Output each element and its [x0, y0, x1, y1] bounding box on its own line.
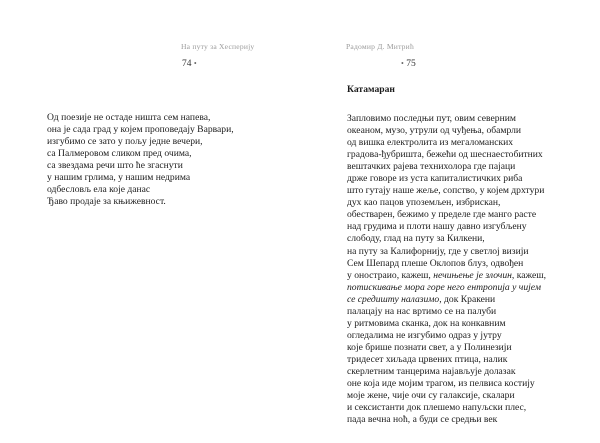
- poem-line-segment: и сексистанти док плешемо напуљски плес,: [347, 402, 527, 414]
- poem-line-segment: на путу за Калифорнију, где у светлој визији: [347, 245, 529, 257]
- poem-line-italic-segment: потискивање мора горе него ентропија у чијем: [347, 281, 541, 293]
- poem-line: Ђаво продаје за књижевност.: [47, 196, 166, 208]
- poem-line-segment: што гутају наше жеље, сопство, у којем дрхтури: [347, 185, 545, 197]
- poem-line: у нашим грлима, у нашим недрима: [47, 172, 191, 184]
- page-number-value: 75: [406, 59, 416, 69]
- poem-line-segment: слободу, глад на путу за Килкени,: [347, 233, 485, 245]
- poem-line-segment: Сем Шепард плеше Оклопов блуз, одвођен: [347, 257, 524, 269]
- poem-line: [347, 354, 546, 366]
- poem-line-segment: тридесет хиљада црвених птица, налик: [347, 353, 508, 365]
- poem-line: [347, 258, 546, 270]
- poem-line-segment: држе говоре из уста капиталистичких риба: [347, 173, 523, 185]
- poem-line: [347, 137, 546, 149]
- poem-stanza-left: [47, 112, 234, 208]
- right-page: [300, 0, 600, 443]
- poem-line-segment: у оностраио, кажеш,: [347, 269, 434, 281]
- poem-line: Од поезије не остаде ништа сем напева,: [47, 112, 211, 123]
- poem-line: [347, 113, 546, 125]
- poem-line-italic-segment: нечињење је злочин: [433, 269, 512, 281]
- page-number-value: 74: [182, 59, 192, 69]
- folio-bullet: •: [401, 59, 404, 68]
- poem-line-segment: од вишка електролита из мегаломанских: [347, 137, 514, 149]
- poem-line-segment: океаном, музо, утрули од чуђења, обамрли: [347, 125, 522, 137]
- poem-line: са Палмеровом сликом пред очима,: [47, 148, 192, 160]
- poem-title: Катамаран: [347, 84, 395, 95]
- poem-line: са звездама речи што ће згаснути: [47, 160, 183, 172]
- poem-line-segment: вештачких рајева технихолора где пајаци: [347, 161, 516, 173]
- poem-line: изгубимо се зато у пољу једне вечери,: [47, 136, 203, 148]
- running-head-left: На путу за Хесперију: [181, 42, 255, 51]
- folio-bullet: •: [193, 59, 197, 68]
- poem-line-segment: пада вечна ноћ, а буди се средњи век: [347, 414, 498, 426]
- poem-line: [347, 378, 546, 390]
- poem-line: [347, 197, 546, 209]
- poem-line: [347, 149, 546, 161]
- page-number-right: [401, 59, 416, 69]
- poem-line: [347, 270, 546, 282]
- poem-line: [347, 246, 546, 258]
- poem-line: [347, 209, 546, 221]
- poem-line: [347, 306, 546, 318]
- poem-line: [347, 342, 546, 354]
- poem-line-segment: скерлетним танцерима најављује долазак: [347, 365, 516, 377]
- running-head-right: Радомир Д. Митрић: [346, 42, 414, 51]
- poem-line-segment: градова-ђубришта, бежећи од шеснаестобитних: [347, 149, 543, 161]
- poem-line: [347, 390, 546, 402]
- poem-line: она је сада град у којем проповедају Варвари,: [47, 124, 234, 136]
- poem-line: [347, 402, 546, 414]
- poem-line: [347, 233, 546, 245]
- poem-line: [347, 161, 546, 173]
- poem-line: [347, 125, 546, 137]
- poem-line-segment: у ритмовима сканка, док на конкавним: [347, 317, 506, 329]
- poem-line-italic-segment: се средишту налазимо: [347, 293, 440, 305]
- poem-stanza-right: [347, 113, 546, 426]
- poem-line-segment: палацају на нас вртимо се на палуби: [347, 305, 497, 317]
- poem-line-segment: , кажеш,: [511, 269, 547, 281]
- poem-line: [347, 294, 546, 306]
- poem-line: [347, 366, 546, 378]
- poem-line: [347, 173, 546, 185]
- poem-line: [347, 330, 546, 342]
- poem-line: [347, 282, 546, 294]
- page-number-left: [182, 59, 197, 69]
- poem-line: [347, 221, 546, 233]
- poem-line-segment: моје жене, чије очи су галаксије, скалари: [347, 390, 515, 402]
- poem-line-segment: , док Кракени: [439, 293, 496, 305]
- poem-line-segment: над грудима и плоти нашу давно изгубљену: [347, 221, 527, 233]
- poem-line-segment: дух као пацов упоземљен, избрискан,: [347, 197, 501, 209]
- poem-line-segment: огледалима не изгубимо одраз у јутру: [347, 329, 502, 341]
- poem-line: одбесловљ ела које данас: [47, 184, 151, 196]
- poem-line-segment: оне која иде мојим трагом, из пелвиса костију: [347, 378, 535, 390]
- poem-line-segment: обестварен, бежимо у пределе где манго расте: [347, 209, 537, 221]
- poem-line: [347, 185, 546, 197]
- poem-line-segment: које брише познати свет, а у Полинезији: [347, 341, 512, 353]
- poem-line-segment: Запловимо последњи пут, овим северним: [347, 113, 516, 124]
- poem-line: [347, 414, 546, 426]
- poem-line: [347, 318, 546, 330]
